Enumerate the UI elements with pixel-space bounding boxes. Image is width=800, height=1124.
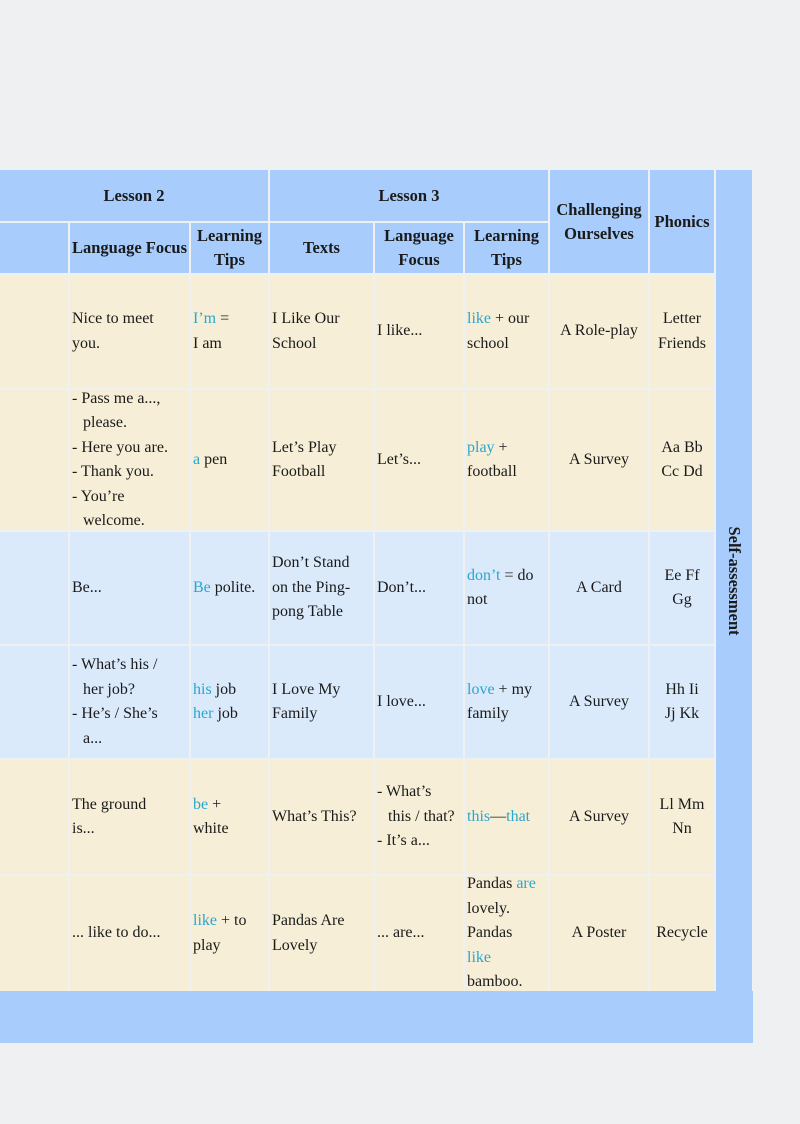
plain-text: lovely. (467, 899, 510, 917)
cell-line: this / that? (388, 807, 455, 825)
row-4-lt2-cell (191, 646, 268, 758)
row-1-ch (560, 319, 638, 344)
row-3-lf2-cell (70, 532, 189, 644)
cell-line: Gg (672, 591, 692, 608)
row-3-lf3-cell (375, 532, 463, 644)
cell-line (467, 678, 532, 703)
highlight-text: a (193, 450, 201, 468)
header-challenging-cell (550, 170, 648, 273)
cell-line: - It’s a... (377, 832, 430, 850)
cell-line: - What’s his / (72, 656, 158, 673)
cell-line: you. (72, 334, 100, 352)
self-assessment-column (716, 170, 752, 991)
row-5-blank-cell (0, 760, 68, 874)
row-2-lt3 (467, 436, 517, 485)
row-4-texts-cell (270, 646, 373, 758)
highlight-text: that (506, 807, 531, 825)
header-texts-cell (270, 223, 373, 273)
cell-line (193, 678, 238, 703)
row-6-lt2-cell (191, 876, 268, 991)
row-5-ch (569, 805, 629, 830)
row-5-texts (272, 805, 357, 830)
row-6-ch-cell (550, 876, 648, 991)
row-4-ph-cell (650, 646, 714, 758)
cell-text: A Poster (571, 924, 627, 942)
cell-line (467, 946, 536, 971)
plain-text: football (467, 463, 517, 480)
cell-line: The ground (72, 795, 147, 813)
plain-text: + (208, 795, 222, 813)
row-3-ch-cell (550, 532, 648, 644)
cell-line: Aa Bb (661, 438, 703, 456)
row-2-ph (661, 436, 702, 485)
row-2-lf3 (377, 448, 421, 473)
row-6-lf3-cell (375, 876, 463, 991)
cell-line: Ll Mm (659, 795, 705, 813)
plain-text: = do (500, 566, 534, 584)
row-1-blank-cell (0, 275, 68, 388)
plain-text: polite. (210, 578, 256, 596)
cell-line: Let’s... (377, 450, 421, 468)
cell-line (193, 576, 255, 601)
row-4-lf2 (72, 653, 158, 751)
table-footer (0, 991, 753, 1043)
highlight-text: play (467, 438, 495, 456)
cell-line (193, 307, 229, 332)
row-2-blank-cell (0, 390, 68, 530)
row-2-lf2-cell (70, 390, 189, 530)
header-blank-sub (0, 223, 68, 273)
row-6-blank-cell (0, 876, 68, 991)
row-6-ph (656, 921, 708, 946)
cell-line: What’s This? (272, 807, 357, 825)
cell-line: Ee Ff (664, 566, 700, 584)
cell-line: please. (83, 414, 127, 431)
cell-line: is... (72, 820, 95, 837)
row-6-texts (272, 909, 344, 958)
cell-line (193, 934, 246, 959)
cell-line: Lovely (272, 936, 318, 954)
highlight-text: her (193, 705, 214, 722)
row-6-lt2 (193, 909, 246, 958)
row-2-ch-cell (550, 390, 648, 530)
row-6-texts-cell (270, 876, 373, 991)
row-4-ch-cell (550, 646, 648, 758)
row-4-ph (665, 678, 699, 727)
cell-line (467, 872, 536, 897)
row-4-lf3-cell (375, 646, 463, 758)
plain-text: pen (200, 450, 228, 468)
cell-line: welcome. (83, 512, 145, 529)
cell-text: A Role-play (560, 322, 638, 340)
cell-line: - He’s / She’s (72, 705, 158, 722)
row-3-texts (272, 551, 350, 625)
row-3-lt2 (193, 576, 255, 601)
plain-text: + (494, 438, 508, 456)
row-5-lt3-cell (465, 760, 548, 874)
header-learning-tips-2: Learning Tips (196, 226, 263, 269)
row-1-ph (658, 307, 706, 356)
row-3-texts-cell (270, 532, 373, 644)
cell-line: - You’re (72, 487, 125, 505)
row-3-lt3 (467, 564, 534, 613)
highlight-text: like (467, 310, 491, 327)
cell-line: - What’s (377, 783, 432, 801)
self-assessment-label: Self-assessment (725, 525, 744, 636)
row-1-lf3-cell (375, 275, 463, 388)
row-4-blank-cell (0, 646, 68, 758)
row-6-ph-cell (650, 876, 714, 991)
cell-line: Family (272, 705, 318, 722)
cell-line (193, 448, 227, 473)
row-1-lf3 (377, 319, 422, 344)
row-5-texts-cell (270, 760, 373, 874)
header-phonics-cell (650, 170, 714, 273)
highlight-text: his (193, 680, 212, 698)
header-lf2-cell (70, 223, 189, 273)
row-5-ch-cell (550, 760, 648, 874)
plain-text: family (467, 705, 509, 722)
highlight-text: this (467, 807, 491, 825)
cell-line: - Here you are. (72, 438, 168, 456)
row-3-ph-cell (650, 532, 714, 644)
cell-line (193, 817, 229, 842)
plain-text: play (193, 936, 221, 954)
cell-line: pong Table (272, 603, 344, 621)
plain-text: + to (217, 912, 247, 929)
highlight-text: be (193, 795, 209, 813)
row-4-texts (272, 678, 340, 727)
row-2-lt3-cell (465, 390, 548, 530)
row-5-lf3 (377, 780, 455, 854)
plain-text: + my (494, 680, 533, 698)
cell-text: A Survey (569, 692, 629, 710)
cell-line: Be... (72, 578, 102, 596)
cell-line: I Like Our (272, 310, 340, 327)
plain-text: — (490, 807, 507, 825)
cell-line: Letter (662, 310, 702, 327)
cell-line (467, 436, 517, 461)
cell-line: ... are... (377, 924, 425, 942)
cell-text: A Card (576, 578, 622, 596)
highlight-text: like (467, 948, 491, 966)
cell-line: ... like to do... (72, 924, 161, 942)
header-lt2-cell (191, 223, 268, 273)
row-5-lf3-cell (375, 760, 463, 874)
row-6-ch (572, 921, 627, 946)
row-3-lf3 (377, 576, 426, 601)
header-learning-tips-3: Learning Tips (473, 226, 540, 269)
cell-line (467, 897, 536, 922)
cell-line (467, 332, 529, 357)
row-4-ch (569, 690, 629, 715)
row-2-lf2 (72, 387, 168, 534)
plain-text: not (467, 591, 488, 608)
row-1-lt2-cell (191, 275, 268, 388)
header-challenging: Challenging Ourselves (556, 199, 642, 243)
highlight-text: Be (193, 578, 211, 596)
row-1-lf2 (72, 307, 154, 356)
row-6-lt3-cell (465, 876, 548, 991)
row-3-lt2-cell (191, 532, 268, 644)
row-4-lf3 (377, 690, 426, 715)
row-6-lf3 (377, 921, 425, 946)
cell-line (193, 793, 229, 818)
row-5-lf2-cell (70, 760, 189, 874)
highlight-text: are (516, 875, 536, 893)
plain-text: job (213, 705, 238, 722)
cell-line (193, 909, 246, 934)
row-1-lf2-cell (70, 275, 189, 388)
plain-text: bamboo. (467, 973, 523, 991)
cell-line: I Love My (272, 680, 341, 698)
cell-line: Let’s Play (272, 438, 337, 456)
row-6-lf2-cell (70, 876, 189, 991)
row-2-ph-cell (650, 390, 714, 530)
cell-line: on the Ping- (272, 578, 351, 596)
row-5-lt2 (193, 793, 229, 842)
plain-text: white (193, 820, 229, 837)
cell-line (467, 588, 534, 613)
header-lesson-2: Lesson 2 (103, 185, 165, 205)
cell-line: I like... (377, 322, 423, 340)
cell-text: A Survey (569, 807, 629, 825)
plain-text: Pandas (467, 875, 517, 893)
cell-line: - Pass me a..., (72, 389, 161, 407)
row-2-lf3-cell (375, 390, 463, 530)
cell-line: Don’t Stand (272, 554, 350, 572)
plain-text: school (467, 334, 509, 352)
cell-line (193, 332, 229, 357)
row-5-lt2-cell (191, 760, 268, 874)
plain-text: = (216, 310, 230, 327)
row-1-texts-cell (270, 275, 373, 388)
row-1-lt3 (467, 307, 529, 356)
row-1-ph-cell (650, 275, 714, 388)
row-5-lt3 (467, 805, 530, 830)
cell-line (467, 921, 536, 946)
cell-line: Don’t... (377, 578, 427, 596)
row-4-lf2-cell (70, 646, 189, 758)
header-lt3-cell (465, 223, 548, 273)
cell-line (467, 702, 532, 727)
header-language-focus-3: Language Focus (384, 226, 454, 269)
header-texts: Texts (303, 238, 340, 257)
cell-line: Recycle (656, 924, 708, 942)
highlight-text: like (193, 912, 217, 929)
row-1-lt2 (193, 307, 229, 356)
highlight-text: love (467, 680, 495, 698)
cell-line: Cc Dd (661, 463, 703, 480)
plain-text: + our (491, 310, 530, 327)
row-3-lt3-cell (465, 532, 548, 644)
header-lesson-3: Lesson 3 (378, 185, 440, 205)
row-2-ch (569, 448, 629, 473)
row-5-ph (660, 793, 705, 842)
plain-text: job (211, 680, 237, 698)
row-2-texts-cell (270, 390, 373, 530)
plain-text: I am (193, 334, 222, 352)
cell-line: - Thank you. (72, 463, 154, 480)
cell-line: School (272, 334, 317, 352)
cell-line: I love... (377, 692, 426, 710)
row-5-lf2 (72, 793, 146, 842)
row-6-lt3 (467, 872, 536, 995)
cell-line: Hh Ii (665, 680, 699, 698)
header-blank-left (0, 170, 268, 221)
row-4-lt3 (467, 678, 532, 727)
row-4-lt2 (193, 678, 238, 727)
row-1-lt3-cell (465, 275, 548, 388)
cell-line (467, 460, 517, 485)
row-3-blank-cell (0, 532, 68, 644)
cell-line: Pandas Are (272, 912, 345, 929)
header-language-focus-2: Language Focus (71, 238, 188, 257)
row-3-lf2 (72, 576, 102, 601)
row-2-texts (272, 436, 336, 485)
cell-line: a... (83, 729, 103, 747)
highlight-text: don’t (467, 566, 501, 584)
row-2-lt2-cell (191, 390, 268, 530)
header-lf3-cell (375, 223, 463, 273)
row-5-ph-cell (650, 760, 714, 874)
cell-line: Friends (658, 334, 706, 352)
row-6-lf2 (72, 921, 160, 946)
cell-line: her job? (83, 680, 135, 698)
row-1-ch-cell (550, 275, 648, 388)
row-1-texts (272, 307, 340, 356)
header-phonics: Phonics (654, 211, 710, 231)
cell-line: Jj Kk (664, 705, 700, 722)
plain-text: Pandas (467, 924, 513, 942)
cell-line (467, 307, 529, 332)
cell-line (467, 564, 534, 589)
cell-line: Football (272, 463, 326, 480)
cell-line: Nice to meet (72, 310, 154, 327)
cell-line (193, 702, 238, 727)
header-lesson-3-cell (270, 170, 548, 221)
row-2-lt2 (193, 448, 227, 473)
cell-line (467, 805, 530, 830)
highlight-text: I’m (193, 310, 217, 327)
cell-text: A Survey (569, 450, 629, 468)
row-4-lt3-cell (465, 646, 548, 758)
row-3-ch (576, 576, 622, 601)
cell-line: Nn (672, 820, 692, 837)
row-3-ph (664, 564, 699, 613)
